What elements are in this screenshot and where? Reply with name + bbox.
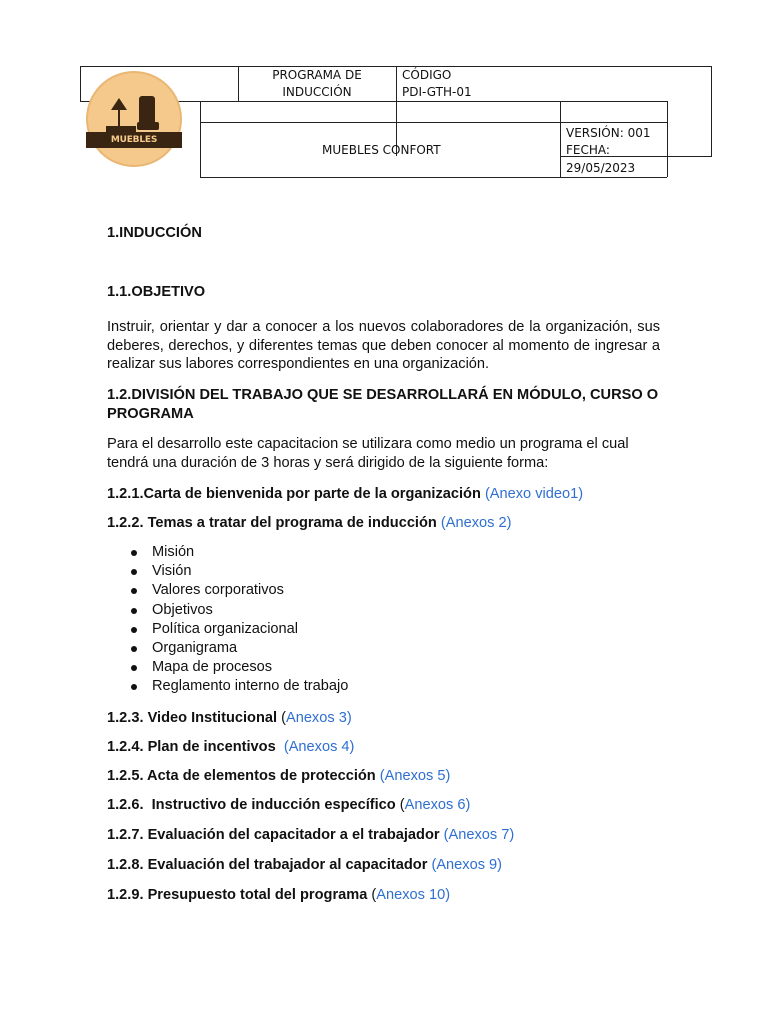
annex-link[interactable]: (Anexos 7): [443, 827, 515, 843]
company-logo: [84, 70, 184, 168]
list-item: Valores corporativos: [107, 581, 348, 600]
bullet-icon: [131, 608, 137, 614]
item-1-2-8: [107, 856, 660, 875]
item-link-prefix: (: [367, 887, 377, 903]
item-label: 1.2.8. Evaluación del trabajador al capacitador: [107, 857, 428, 873]
annex-link[interactable]: (Anexos 2): [440, 515, 512, 531]
version: VERSIÓN: 001: [566, 126, 651, 140]
item-label: 1.2.9. Presupuesto total del programa: [107, 887, 368, 903]
list-item: Misión: [107, 543, 348, 562]
bullet-icon: [131, 627, 137, 633]
item-link-prefix: (: [277, 710, 286, 726]
item-label: 1.2.3. Video Institucional: [107, 710, 278, 726]
item-1-2-5: [107, 767, 660, 786]
logo-text: MUEBLES COMFORT: [109, 135, 159, 159]
item-label: 1.2.6. Instructivo de inducción específico: [107, 797, 396, 813]
list-item: Visión: [107, 562, 348, 581]
objective-paragraph: Instruir, orientar y dar a conocer a los nuevos colaboradores de la organización, sus deberes, derechos, y diferentes temas que deben conocer al momento de ingresar a realizar sus labores correspondientes en una organización.: [107, 319, 660, 372]
program-name: PROGRAMA DE INDUCCIÓN: [272, 68, 362, 99]
annex-link[interactable]: Anexos 6): [404, 797, 471, 813]
item-link-prefix: (: [395, 797, 405, 813]
item-1-2-3: [107, 709, 660, 728]
list-item: Mapa de procesos: [107, 658, 348, 677]
item-1-2-2: [107, 514, 660, 533]
bullet-icon: [131, 646, 137, 652]
bullet-icon: [131, 569, 137, 575]
bullet-icon: [131, 665, 137, 671]
annex-link[interactable]: (Anexos 9): [431, 857, 503, 873]
section-title-division: 1.2.DIVISIÓN DEL TRABAJO QUE SE DESARROLLARÁ EN MÓDULO, CURSO O PROGRAMA: [107, 387, 659, 422]
annex-link[interactable]: Anexos 10): [376, 887, 451, 903]
item-link-prefix: [276, 739, 284, 755]
item-1-2-4: [107, 738, 660, 757]
item-label: 1.2.4. Plan de incentivos: [107, 739, 276, 755]
list-item: Objetivos: [107, 601, 348, 620]
list-item: Reglamento interno de trabajo: [107, 677, 348, 696]
item-1-2-9: [107, 886, 660, 905]
bullet-icon: [131, 684, 137, 690]
annex-link[interactable]: (Anexo video1): [484, 486, 584, 502]
bullet-icon: [131, 588, 137, 594]
division-paragraph: Para el desarrollo este capacitacion se utilizara como medio un programa el cual tendrá una duración de 3 horas y será dirigido de la siguiente forma:: [107, 436, 629, 471]
section-title-objetivo: 1.1.OBJETIVO: [107, 284, 206, 300]
item-1-2-1: [107, 485, 660, 504]
item-1-2-6: [107, 796, 660, 815]
company-name: MUEBLES CONFORT: [322, 143, 441, 157]
item-label: 1.2.5. Acta de elementos de protección: [107, 768, 376, 784]
section-title-induccion: 1.INDUCCIÓN: [107, 225, 202, 241]
date-value: 29/05/2023: [566, 161, 636, 175]
code-label: CÓDIGO: [402, 68, 452, 82]
topics-list: [107, 543, 348, 697]
list-item: Política organizacional: [107, 620, 348, 639]
annex-link[interactable]: (Anexos 4): [283, 739, 355, 755]
item-label: 1.2.2. Temas a tratar del programa de inducción: [107, 515, 437, 531]
item-label: 1.2.7. Evaluación del capacitador a el trabajador: [107, 827, 440, 843]
item-label: 1.2.1.Carta de bienvenida por parte de la organización: [107, 486, 481, 502]
date-label: FECHA:: [566, 143, 610, 157]
bullet-icon: [131, 550, 137, 556]
item-1-2-7: [107, 826, 660, 845]
list-item: Organigrama: [107, 639, 348, 658]
code-value: PDI-GTH-01: [402, 85, 472, 99]
annex-link[interactable]: (Anexos 5): [379, 768, 451, 784]
annex-link[interactable]: Anexos 3): [285, 710, 352, 726]
